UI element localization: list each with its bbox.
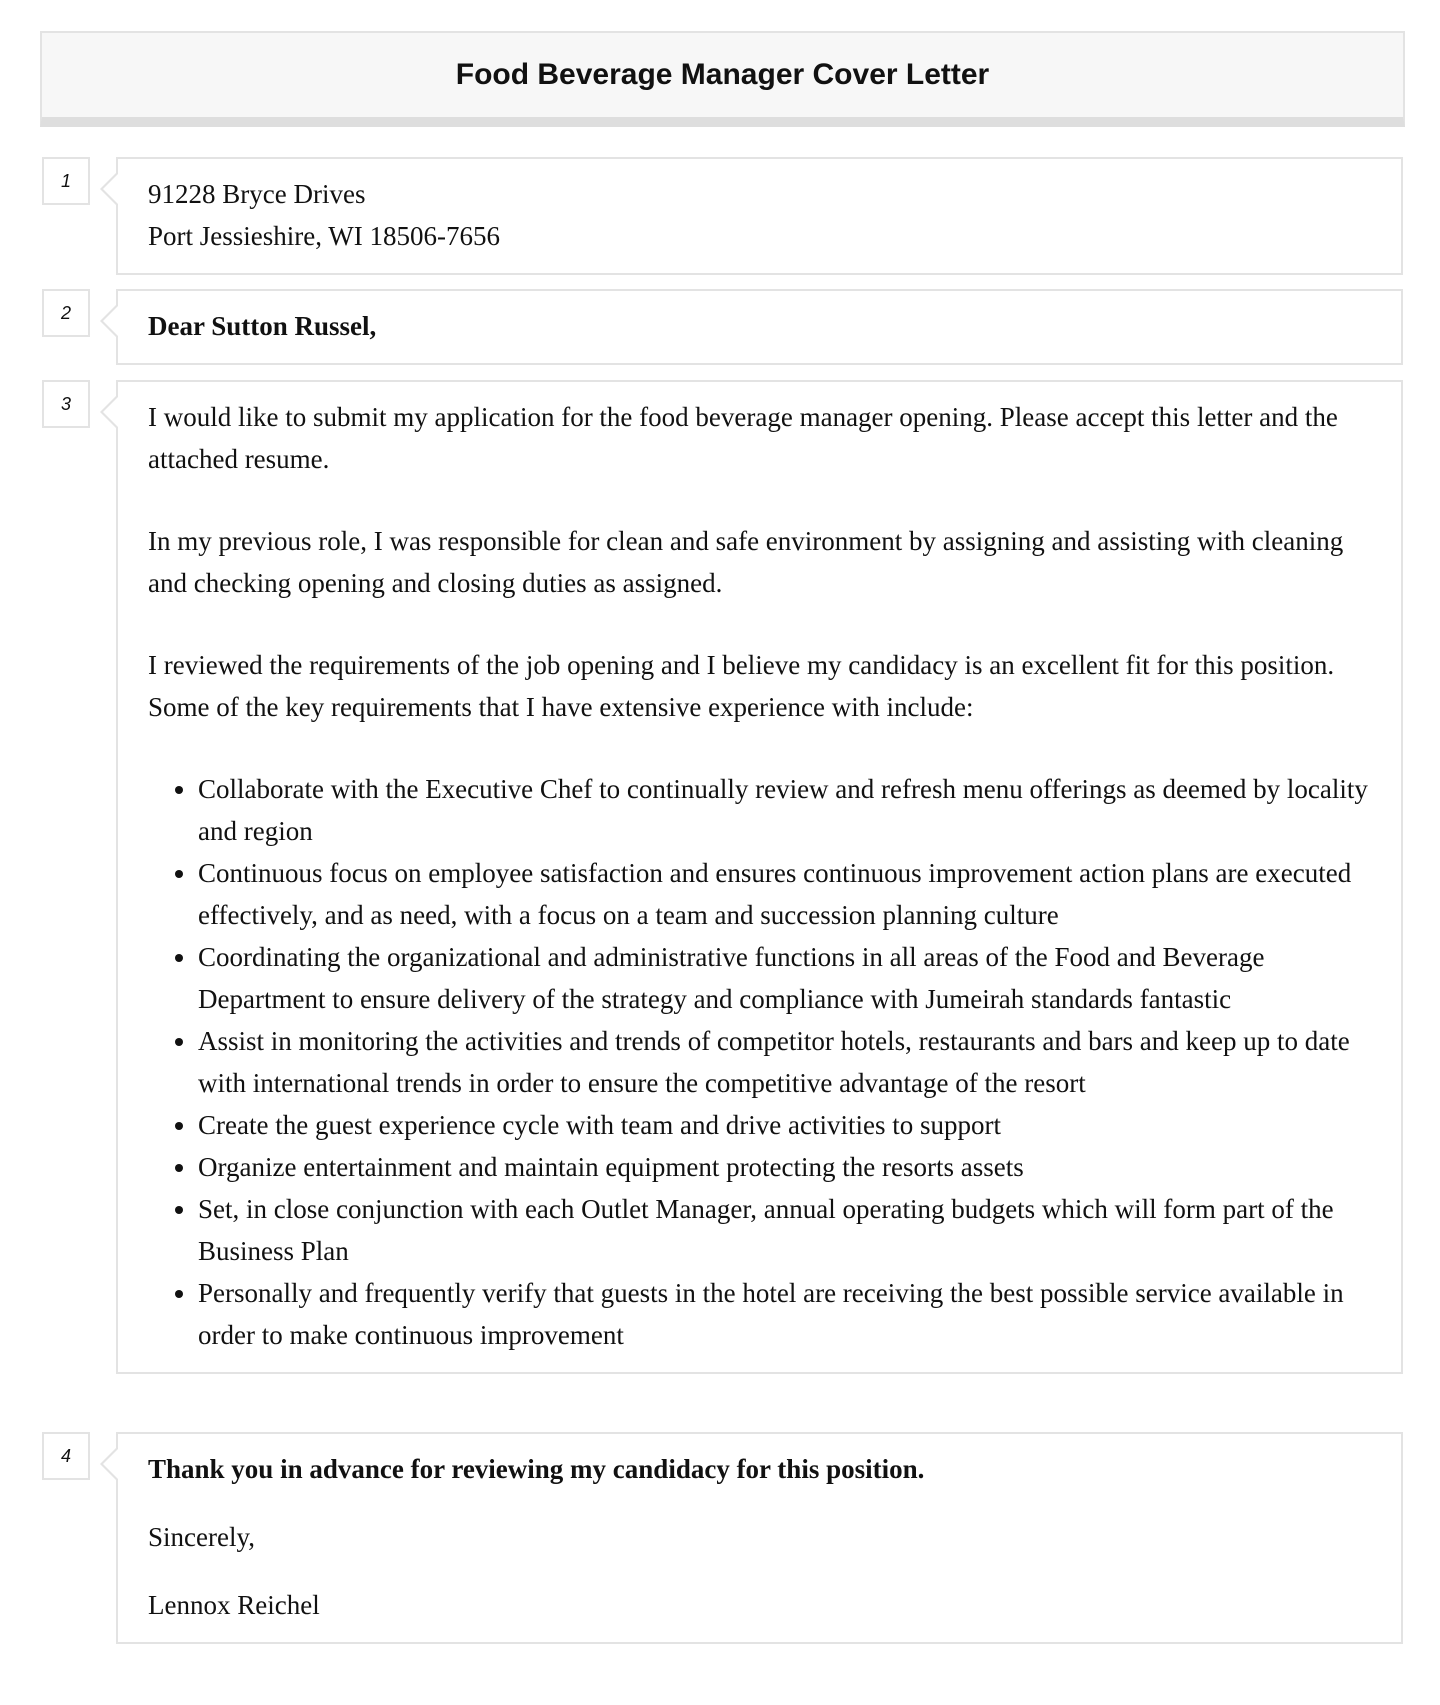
body-paragraph: I would like to submit my application for the food beverage manager opening. Please accept this letter and the attached resume.: [148, 402, 1338, 474]
section-content: [116, 157, 1403, 275]
list-item: • Collaborate with the Executive Chef to continually review and refresh menu offerings as deemed by locality and region: [198, 768, 1371, 852]
thanks-line: Thank you in advance for reviewing my candidacy for this position.: [148, 1454, 925, 1484]
body-paragraph: I reviewed the requirements of the job opening and I believe my candidacy is an excellent fit for this position. Some of the key requirements that I have extensive experience with include:: [148, 650, 1335, 722]
address-line-1: 91228 Bryce Drives: [148, 179, 366, 209]
list-item: • Organize entertainment and maintain equipment protecting the resorts assets: [198, 1146, 1371, 1188]
signature: Lennox Reichel: [148, 1590, 320, 1620]
section-content: [116, 380, 1403, 1374]
section-number: 2: [42, 289, 90, 337]
page-header: [40, 31, 1405, 127]
greeting: Dear Sutton Russel,: [148, 311, 377, 341]
list-item: • Continuous focus on employee satisfaction and ensures continuous improvement action plans are executed effectively, and as need, with a focus on a team and succession planning culture: [198, 852, 1371, 936]
list-item: • Assist in monitoring the activities and trends of competitor hotels, restaurants and bars and keep up to date with international trends in order to ensure the competitive advantage of the resort: [198, 1020, 1371, 1104]
list-item: • Create the guest experience cycle with team and drive activities to support: [198, 1104, 1371, 1146]
list-item: • Coordinating the organizational and administrative functions in all areas of the Food and Beverage Department to ensure delivery of the strategy and compliance with Jumeirah standards fantastic: [198, 936, 1371, 1020]
closing: Sincerely,: [148, 1522, 255, 1552]
page-title: Food Beverage Manager Cover Letter: [455, 58, 990, 91]
section-number: 4: [42, 1432, 90, 1480]
list-item: • Personally and frequently verify that guests in the hotel are receiving the best possible service available in order to make continuous improvement: [198, 1272, 1371, 1356]
section-content: [116, 289, 1403, 365]
section-number: 1: [42, 157, 90, 205]
section-content: [116, 1432, 1403, 1644]
requirements-list: [148, 768, 1371, 1356]
list-item: • Set, in close conjunction with each Outlet Manager, annual operating budgets which will form part of the Business Plan: [198, 1188, 1371, 1272]
address-line-2: Port Jessieshire, WI 18506-7656: [148, 221, 500, 251]
body-paragraph: In my previous role, I was responsible for clean and safe environment by assigning and assisting with cleaning and checking opening and closing duties as assigned.: [148, 526, 1344, 598]
section-number: 3: [42, 380, 90, 428]
